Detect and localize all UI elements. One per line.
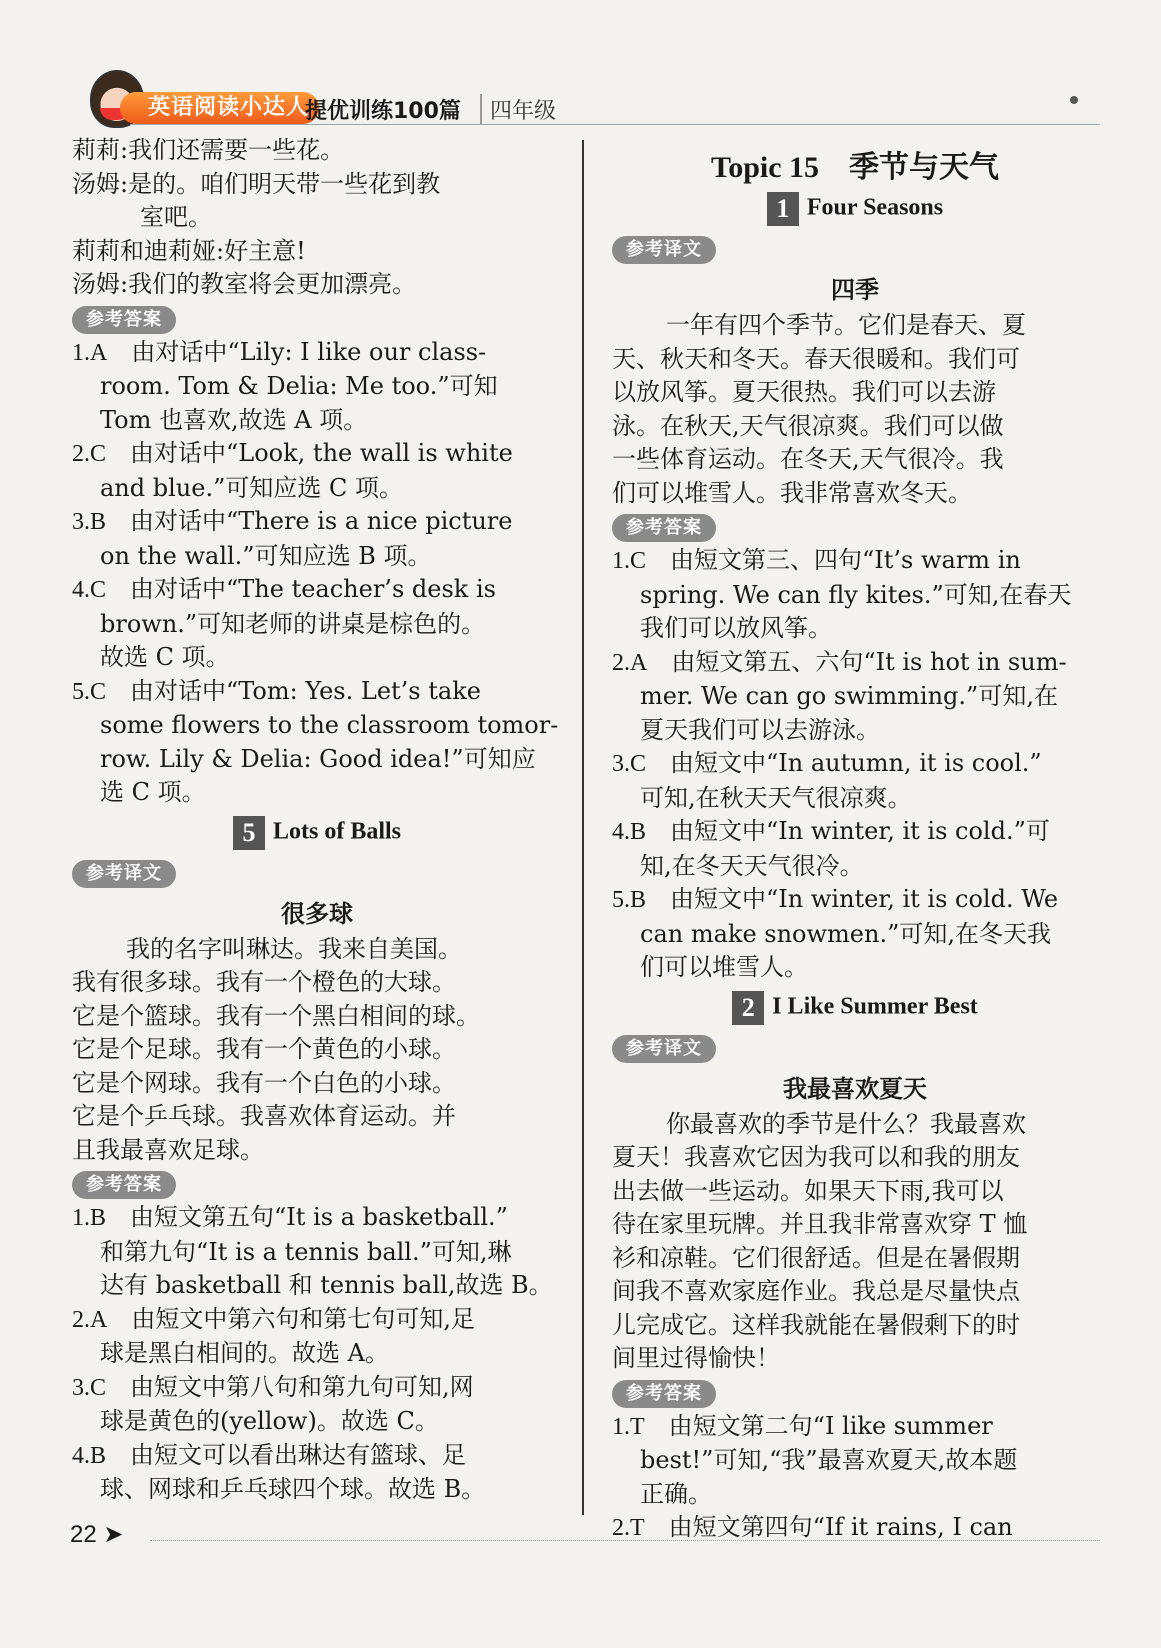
answer-item — [72, 675, 562, 810]
text-line: 它是个乒乓球。我喜欢体育运动。并 — [72, 1102, 456, 1130]
section-title: Four Seasons — [806, 194, 944, 221]
text-line: 我的名字叫琳达。我来自美国。 — [126, 934, 462, 963]
dialogue-line: 汤姆:我们的教室将会更加漂亮。 — [72, 270, 417, 298]
answer-text: 由短文中“In winter, it is cold. We — [670, 885, 1059, 913]
answer-text: 选 C 项。 — [100, 778, 206, 806]
text-line: 们可以堆雪人。我非常喜欢冬天。 — [612, 478, 972, 507]
dialogue-line: 汤姆:是的。咱们明天带一些花到教 — [72, 169, 441, 198]
text-line: 你最喜欢的季节是什么？我最喜欢 — [666, 1109, 1026, 1138]
dialogue-line: 莉莉和迪莉娅:好主意! — [72, 236, 306, 265]
answer-text: 由短文中第六句和第七句可知,足 — [131, 1304, 475, 1333]
answer-text: spring. We can fly kites.”可知,在春天 — [640, 580, 1072, 609]
answer-number: 5.C — [72, 678, 107, 705]
text-line: 间我不喜欢家庭作业。我总是尽量快点 — [612, 1277, 1020, 1305]
answer-item — [612, 544, 1098, 646]
answer-text: 由短文第二句“I like summer — [668, 1411, 993, 1440]
answer-item — [612, 646, 1098, 748]
answer-text: mer. We can go swimming.”可知,在 — [640, 682, 1058, 710]
answer-text: can make snowmen.”可知,在冬天我 — [640, 919, 1051, 948]
text-line: 儿完成它。这样我就能在暑假剩下的时 — [612, 1310, 1020, 1339]
section-number: 2 — [732, 991, 764, 1025]
topic-title: Topic 15 季节与天气 — [710, 151, 1000, 184]
answer-text: best!”可知,“我”最喜欢夏天,故本题 — [640, 1446, 1018, 1474]
answer-text: 由短文第五、六句“It is hot in sum- — [671, 647, 1067, 676]
text-line: 且我最喜欢足球。 — [72, 1135, 264, 1164]
answer-text: 可知,在秋天天气很凉爽。 — [640, 783, 912, 812]
dialogue-end — [72, 134, 562, 302]
answer-text: 们可以堆雪人。 — [640, 953, 808, 981]
text-line: 出去做一些运动。如果天下雨,我可以 — [612, 1176, 1004, 1205]
translation-badge: 参考译文 — [72, 860, 176, 888]
answer-text: 由短文可以看出琳达有篮球、足 — [130, 1440, 467, 1469]
answer-text: 由短文第三、四句“It’s warm in — [670, 546, 1021, 574]
answer-text: 由短文第五句“It is a basketball.” — [130, 1203, 508, 1231]
answer-text: 由对话中“The teacher’s desk is — [130, 575, 496, 603]
answer-badge: 参考答案 — [612, 514, 716, 542]
answer-text: Tom 也喜欢,故选 A 项。 — [100, 405, 368, 434]
text-line: 夏天！我喜欢它因为我可以和我的朋友 — [612, 1143, 1020, 1171]
section-heading — [72, 816, 562, 850]
answer-item — [612, 747, 1098, 815]
answer-number: 1.T — [612, 1413, 645, 1440]
page-number: 22 — [70, 1521, 97, 1548]
arrow-icon: ➤ — [103, 1521, 124, 1548]
answer-number: 3.C — [612, 751, 647, 777]
section-heading — [612, 991, 1098, 1025]
answer-text: 知,在冬天天气很冷。 — [640, 851, 864, 880]
answer-number: 4.B — [612, 819, 647, 845]
answer-item — [612, 815, 1098, 883]
translation-text — [72, 933, 562, 1168]
dialogue-line: 莉莉:我们还需要一些花。 — [72, 136, 345, 164]
answers-list — [612, 1410, 1098, 1546]
left-column — [72, 134, 562, 1507]
answer-text: and blue.”可知应选 C 项。 — [100, 473, 403, 502]
answer-item — [612, 1410, 1098, 1512]
answer-item — [72, 437, 562, 505]
text-line: 间里过得愉快！ — [612, 1344, 780, 1372]
text-line: 它是个足球。我有一个黄色的小球。 — [72, 1035, 456, 1063]
answer-text: brown.”可知老师的讲桌是棕色的。 — [100, 609, 486, 638]
answer-number: 1.B — [72, 1205, 107, 1231]
answers-list — [612, 544, 1098, 985]
section-number: 5 — [233, 816, 265, 850]
page-footer — [70, 1520, 123, 1549]
answer-number: 4.C — [72, 577, 107, 603]
answer-text: 由对话中“Tom: Yes. Let’s take — [130, 676, 481, 705]
answer-number: 3.B — [72, 509, 107, 535]
article-title: 四季 — [831, 276, 879, 304]
answer-item — [72, 1201, 562, 1303]
text-line: 一年有四个季节。它们是春天、夏 — [666, 311, 1026, 339]
answer-number: 2.T — [612, 1515, 645, 1541]
answers-list — [72, 336, 562, 810]
answer-text: 夏天我们可以去游泳。 — [640, 715, 880, 744]
answer-text: 由短文中“In winter, it is cold.”可 — [670, 817, 1050, 845]
answer-text: room. Tom & Delia: Me too.”可知 — [100, 372, 498, 400]
header-dot-icon — [1070, 96, 1078, 104]
text-line: 它是个网球。我有一个白色的小球。 — [72, 1068, 456, 1097]
answer-text: 由短文中“In autumn, it is cool.” — [670, 749, 1042, 777]
answer-item — [72, 1303, 562, 1371]
translation-badge: 参考译文 — [612, 1035, 716, 1063]
answer-text: 球是黄色的(yellow)。故选 C。 — [100, 1407, 439, 1435]
answer-text: 正确。 — [640, 1479, 712, 1508]
footer-rule — [150, 1540, 1100, 1541]
answer-text: 由对话中“Lily: I like our class- — [131, 337, 487, 366]
answer-text: 球是黑白相间的。故选 A。 — [100, 1339, 389, 1367]
answers-list — [72, 1201, 562, 1507]
running-header — [60, 68, 1100, 128]
translation-text — [612, 1108, 1098, 1376]
answer-text: 达有 basketball 和 tennis ball,故选 B。 — [100, 1271, 553, 1299]
answer-number: 4.B — [72, 1442, 107, 1469]
text-line: 一些体育运动。在冬天,天气很冷。我 — [612, 445, 1004, 473]
answer-text: 我们可以放风筝。 — [640, 614, 832, 642]
answer-item — [72, 1439, 562, 1507]
answer-item — [72, 505, 562, 573]
answer-text: 由对话中“Look, the wall is white — [130, 439, 513, 467]
text-line: 衫和凉鞋。它们很舒适。但是在暑假期 — [612, 1243, 1020, 1272]
answer-item — [72, 573, 562, 675]
text-line: 天、秋天和冬天。春天很暖和。我们可 — [612, 344, 1020, 373]
answer-badge: 参考答案 — [72, 306, 176, 334]
translation-badge: 参考译文 — [612, 236, 716, 264]
answer-number: 2.A — [612, 649, 648, 676]
text-line: 以放风筝。夏天很热。我们可以去游 — [612, 378, 996, 406]
series-brand: 英语阅读小达人 — [120, 92, 319, 124]
answer-text: 和第九句“It is a tennis ball.”可知,琳 — [100, 1237, 512, 1266]
answer-text: 由短文中第八句和第九句可知,网 — [130, 1372, 474, 1401]
series-subtitle: 提优训练100篇 — [305, 99, 461, 124]
text-line: 泳。在秋天,天气很凉爽。我们可以做 — [612, 411, 1004, 440]
answer-item — [612, 883, 1098, 985]
text-line: 我有很多球。我有一个橙色的大球。 — [72, 968, 456, 996]
text-line: 待在家里玩牌。并且我非常喜欢穿 T 恤 — [612, 1210, 1028, 1238]
column-divider — [582, 140, 584, 1515]
answer-text: 故选 C 项。 — [100, 643, 230, 671]
answer-number: 2.C — [72, 441, 107, 467]
article-title: 很多球 — [281, 899, 353, 928]
article-title: 我最喜欢夏天 — [783, 1074, 927, 1103]
answer-item — [72, 1371, 562, 1439]
translation-text — [612, 309, 1098, 510]
answer-text: on the wall.”可知应选 B 项。 — [100, 541, 432, 570]
grade-label: 四年级 — [480, 94, 556, 125]
text-line: 它是个篮球。我有一个黑白相间的球。 — [72, 1001, 480, 1030]
section-title: I Like Summer Best — [772, 993, 978, 1020]
section-heading — [612, 192, 1098, 226]
answer-text: 由短文第四句“If it rains, I can — [668, 1513, 1013, 1541]
answer-number: 1.A — [72, 339, 108, 366]
right-column — [612, 134, 1098, 1546]
section-title: Lots of Balls — [272, 818, 401, 845]
answer-text: 球、网球和乒乓球四个球。故选 B。 — [100, 1475, 486, 1503]
answer-text: row. Lily & Delia: Good idea!”可知应 — [100, 744, 536, 773]
dialogue-line: 室吧。 — [140, 203, 212, 231]
answer-badge: 参考答案 — [612, 1380, 716, 1408]
header-rule — [130, 124, 1100, 125]
answer-number: 5.B — [612, 887, 647, 913]
answer-text: some flowers to the classroom tomor- — [100, 711, 559, 739]
answer-item — [72, 336, 562, 438]
answer-number: 3.C — [72, 1374, 107, 1401]
answer-badge: 参考答案 — [72, 1171, 176, 1199]
answer-number: 1.C — [612, 548, 647, 574]
answer-number: 2.A — [72, 1306, 108, 1333]
section-number: 1 — [767, 192, 799, 226]
answer-text: 由对话中“There is a nice picture — [130, 507, 513, 535]
